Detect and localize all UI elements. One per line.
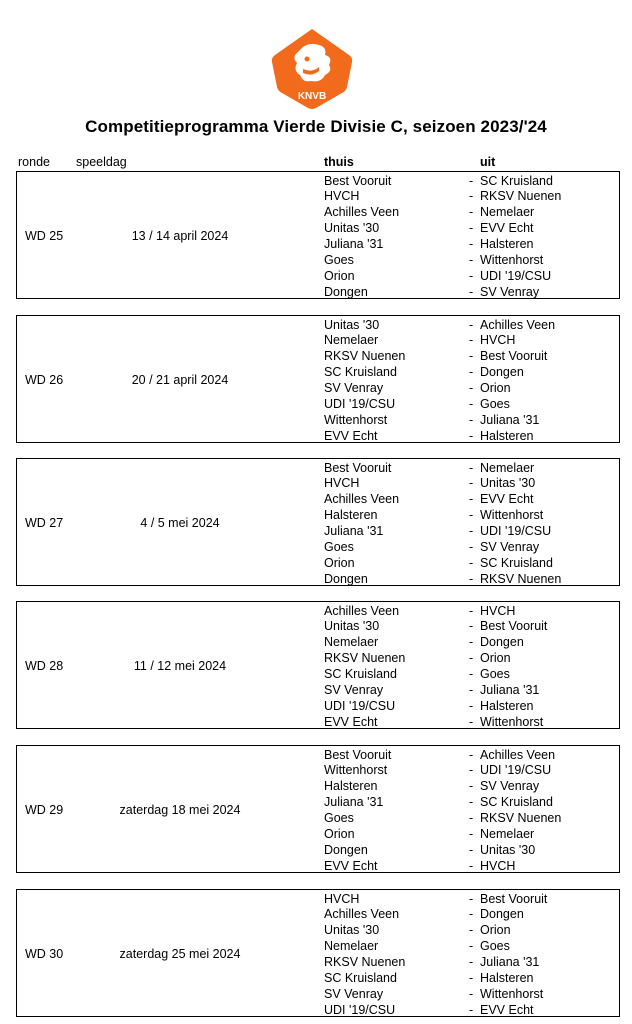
away-team: Goes: [480, 397, 510, 411]
match-row: [17, 284, 617, 300]
separator-dash: -: [469, 412, 474, 427]
away-team: Goes: [480, 667, 510, 682]
away-team: HVCH: [480, 333, 516, 348]
separator-dash: -: [469, 284, 474, 299]
separator-dash: -: [469, 827, 474, 841]
away-team: EVV Echt: [480, 1002, 534, 1017]
away-team: Juliana '31: [480, 955, 540, 970]
away-team: Juliana '31: [480, 412, 540, 427]
separator-dash: -: [469, 173, 474, 188]
home-team: RKSV Nuenen: [324, 349, 406, 364]
away-team: Achilles Veen: [480, 317, 556, 332]
match-row: [17, 778, 617, 794]
match-row: [17, 842, 617, 858]
home-team: SC Kruisland: [324, 365, 397, 380]
away-team: EVV Echt: [480, 492, 534, 507]
home-team: HVCH: [324, 476, 360, 491]
away-team: EVV Echt: [480, 221, 534, 236]
logo-text: KNVB: [297, 91, 327, 102]
separator-dash: -: [469, 971, 474, 985]
away-team: HVCH: [480, 603, 516, 618]
match-row: [17, 268, 617, 284]
home-team: Goes: [324, 811, 354, 826]
home-team: SV Venray: [324, 986, 384, 1001]
header-ronde: ronde: [18, 155, 50, 169]
away-team: Juliana '31: [480, 683, 540, 697]
match-row: [17, 747, 617, 763]
separator-dash: -: [469, 571, 474, 586]
home-team: Nemelaer: [324, 939, 379, 954]
home-team: UDI '19/CSU: [324, 698, 396, 713]
away-team: SC Kruisland: [480, 555, 553, 570]
home-team: Juliana '31: [324, 524, 384, 539]
separator-dash: -: [469, 858, 474, 873]
home-team: UDI '19/CSU: [324, 397, 396, 411]
home-team: Best Vooruit: [324, 460, 392, 475]
home-team: HVCH: [324, 189, 360, 204]
match-row: [17, 618, 617, 634]
round-label: WD 29: [25, 803, 64, 817]
away-team: Goes: [480, 939, 510, 954]
home-team: Halsteren: [324, 779, 378, 794]
away-team: Halsteren: [480, 698, 534, 713]
match-date: 11 / 12 mei 2024: [133, 659, 227, 673]
home-team: Achilles Veen: [324, 603, 400, 618]
home-team: Nemelaer: [324, 333, 379, 348]
separator-dash: -: [469, 555, 474, 570]
match-row: [17, 173, 617, 189]
separator-dash: -: [469, 683, 474, 697]
separator-dash: -: [469, 381, 474, 396]
home-team: EVV Echt: [324, 428, 378, 443]
separator-dash: -: [469, 333, 474, 348]
away-team: Orion: [480, 381, 511, 396]
home-team: Unitas '30: [324, 923, 380, 938]
separator-dash: -: [469, 476, 474, 491]
away-team: Halsteren: [480, 237, 534, 252]
separator-dash: -: [469, 635, 474, 650]
home-team: RKSV Nuenen: [324, 651, 406, 666]
separator-dash: -: [469, 939, 474, 954]
separator-dash: -: [469, 221, 474, 236]
match-row: [17, 682, 617, 698]
home-team: Best Vooruit: [324, 747, 392, 762]
away-team: SC Kruisland: [480, 795, 553, 810]
match-row: [17, 428, 617, 444]
away-team: Dongen: [480, 365, 524, 380]
away-team: Wittenhorst: [480, 253, 544, 267]
header-speeldag: speeldag: [76, 155, 127, 169]
match-row: [17, 650, 617, 666]
match-row: [17, 491, 617, 507]
match-row: [17, 236, 617, 252]
knvb-logo: [267, 27, 357, 111]
match-row: [17, 348, 617, 364]
home-team: SC Kruisland: [324, 667, 397, 682]
separator-dash: -: [469, 365, 474, 380]
home-team: Dongen: [324, 571, 368, 586]
away-team: RKSV Nuenen: [480, 189, 562, 204]
separator-dash: -: [469, 747, 474, 762]
separator-dash: -: [469, 508, 474, 523]
away-team: Unitas '30: [480, 842, 536, 857]
separator-dash: -: [469, 955, 474, 970]
separator-dash: -: [469, 842, 474, 857]
home-team: Halsteren: [324, 508, 378, 523]
match-row: [17, 460, 617, 476]
home-team: Orion: [324, 555, 355, 570]
separator-dash: -: [469, 923, 474, 938]
away-team: HVCH: [480, 858, 516, 873]
home-team: Dongen: [324, 284, 368, 299]
home-team: Wittenhorst: [324, 412, 388, 427]
home-team: RKSV Nuenen: [324, 955, 406, 970]
match-row: [17, 380, 617, 396]
match-row: [17, 188, 617, 204]
match-row: [17, 634, 617, 650]
home-team: Orion: [324, 268, 355, 283]
away-team: Best Vooruit: [480, 891, 548, 906]
home-team: Best Vooruit: [324, 173, 392, 188]
match-row: [17, 603, 617, 619]
header-uit: uit: [480, 155, 496, 169]
away-team: UDI '19/CSU: [480, 524, 552, 539]
separator-dash: -: [469, 349, 474, 364]
away-team: SV Venray: [480, 779, 540, 794]
away-team: Unitas '30: [480, 476, 536, 491]
match-row: [17, 858, 617, 874]
round-block: [16, 458, 620, 586]
home-team: Nemelaer: [324, 635, 379, 650]
separator-dash: -: [469, 268, 474, 283]
separator-dash: -: [469, 811, 474, 826]
home-team: HVCH: [324, 891, 360, 906]
match-row: [17, 220, 617, 236]
home-team: Goes: [324, 253, 354, 267]
separator-dash: -: [469, 428, 474, 443]
round-label: WD 28: [25, 659, 64, 673]
separator-dash: -: [469, 891, 474, 906]
home-team: Achilles Veen: [324, 205, 400, 220]
away-team: Orion: [480, 923, 511, 938]
away-team: Dongen: [480, 635, 524, 650]
match-row: [17, 555, 617, 571]
round-block: [16, 171, 620, 299]
away-team: UDI '19/CSU: [480, 763, 552, 778]
match-row: [17, 986, 617, 1002]
home-team: Achilles Veen: [324, 492, 400, 507]
match-row: [17, 412, 617, 428]
home-team: Wittenhorst: [324, 763, 388, 778]
separator-dash: -: [469, 460, 474, 475]
separator-dash: -: [469, 795, 474, 810]
home-team: Unitas '30: [324, 221, 380, 236]
separator-dash: -: [469, 397, 474, 411]
away-team: Achilles Veen: [480, 747, 556, 762]
match-row: [17, 539, 617, 555]
separator-dash: -: [469, 205, 474, 220]
away-team: Nemelaer: [480, 460, 535, 475]
match-row: [17, 364, 617, 380]
home-team: Orion: [324, 827, 355, 841]
away-team: UDI '19/CSU: [480, 268, 552, 283]
match-row: [17, 204, 617, 220]
match-date: 4 / 5 mei 2024: [140, 516, 220, 530]
away-team: Wittenhorst: [480, 714, 544, 729]
header-thuis: thuis: [324, 155, 354, 169]
home-team: SV Venray: [324, 683, 384, 697]
separator-dash: -: [469, 189, 474, 204]
separator-dash: -: [469, 1002, 474, 1017]
match-row: [17, 762, 617, 778]
match-row: [17, 922, 617, 938]
separator-dash: -: [469, 986, 474, 1001]
match-row: [17, 826, 617, 842]
away-team: Dongen: [480, 907, 524, 922]
separator-dash: -: [469, 651, 474, 666]
round-block: [16, 315, 620, 443]
match-row: [17, 714, 617, 730]
separator-dash: -: [469, 237, 474, 252]
home-team: EVV Echt: [324, 858, 378, 873]
match-date: 20 / 21 april 2024: [131, 373, 229, 387]
match-row: [17, 332, 617, 348]
away-team: SC Kruisland: [480, 173, 553, 188]
away-team: RKSV Nuenen: [480, 811, 562, 826]
round-label: WD 26: [25, 373, 64, 387]
match-row: [17, 317, 617, 333]
away-team: SV Venray: [480, 540, 540, 554]
match-row: [17, 571, 617, 587]
away-team: Nemelaer: [480, 827, 535, 841]
round-block: [16, 601, 620, 729]
away-team: Wittenhorst: [480, 508, 544, 523]
home-team: Juliana '31: [324, 795, 384, 810]
separator-dash: -: [469, 492, 474, 507]
home-team: Achilles Veen: [324, 907, 400, 922]
match-row: [17, 1002, 617, 1018]
round-block: [16, 745, 620, 873]
round-label: WD 25: [25, 229, 64, 243]
separator-dash: -: [469, 603, 474, 618]
match-row: [17, 523, 617, 539]
match-row: [17, 252, 617, 268]
match-row: [17, 507, 617, 523]
separator-dash: -: [469, 714, 474, 729]
separator-dash: -: [469, 540, 474, 554]
separator-dash: -: [469, 763, 474, 778]
separator-dash: -: [469, 698, 474, 713]
home-team: SC Kruisland: [324, 971, 397, 985]
home-team: EVV Echt: [324, 714, 378, 729]
round-label: WD 30: [25, 947, 64, 961]
round-block: [16, 889, 620, 1017]
separator-dash: -: [469, 907, 474, 922]
match-date: zaterdag 25 mei 2024: [119, 947, 241, 961]
away-team: RKSV Nuenen: [480, 571, 562, 586]
away-team: Halsteren: [480, 971, 534, 985]
away-team: Orion: [480, 651, 511, 666]
away-team: Halsteren: [480, 428, 534, 443]
separator-dash: -: [469, 779, 474, 794]
separator-dash: -: [469, 667, 474, 682]
home-team: Dongen: [324, 842, 368, 857]
match-row: [17, 954, 617, 970]
home-team: UDI '19/CSU: [324, 1002, 396, 1017]
match-row: [17, 891, 617, 907]
home-team: Juliana '31: [324, 237, 384, 252]
separator-dash: -: [469, 619, 474, 634]
separator-dash: -: [469, 317, 474, 332]
separator-dash: -: [469, 524, 474, 539]
separator-dash: -: [469, 253, 474, 267]
away-team: SV Venray: [480, 284, 540, 299]
match-row: [17, 906, 617, 922]
match-row: [17, 698, 617, 714]
home-team: Unitas '30: [324, 619, 380, 634]
match-date: zaterdag 18 mei 2024: [119, 803, 241, 817]
match-row: [17, 666, 617, 682]
page-title: Competitieprogramma Vierde Divisie C, seizoen 2023/'24: [85, 117, 547, 136]
home-team: SV Venray: [324, 381, 384, 396]
home-team: Goes: [324, 540, 354, 554]
round-label: WD 27: [25, 516, 64, 530]
away-team: Nemelaer: [480, 205, 535, 220]
match-row: [17, 794, 617, 810]
match-row: [17, 475, 617, 491]
match-row: [17, 396, 617, 412]
match-row: [17, 810, 617, 826]
home-team: Unitas '30: [324, 317, 380, 332]
away-team: Best Vooruit: [480, 619, 548, 634]
away-team: Wittenhorst: [480, 986, 544, 1001]
away-team: Best Vooruit: [480, 349, 548, 364]
match-row: [17, 938, 617, 954]
match-row: [17, 970, 617, 986]
match-date: 13 / 14 april 2024: [131, 229, 229, 243]
